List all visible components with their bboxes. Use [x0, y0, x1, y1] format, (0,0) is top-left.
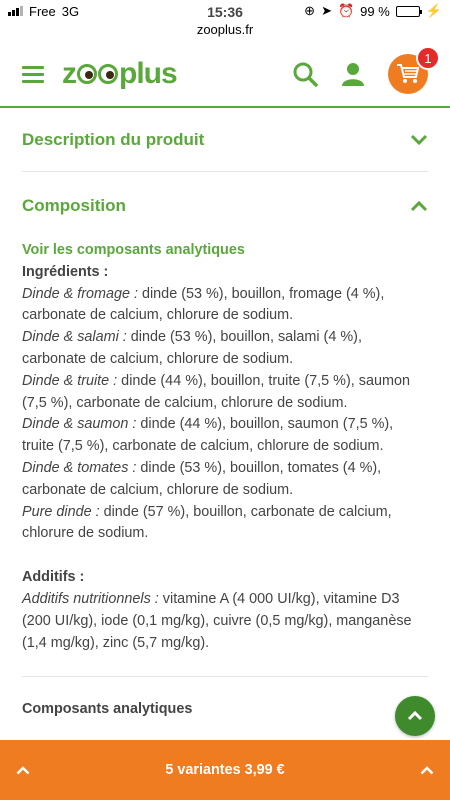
- ingredient-item: [22, 502, 428, 546]
- ingredient-name: Dinde & tomates :: [22, 459, 137, 476]
- battery-percent: 99 %: [360, 3, 390, 19]
- ingredient-text: dinde (53 %), bouillon, fromage (4 %), carbonate de calcium, chlorure de sodium.: [22, 285, 385, 324]
- chevron-up-icon[interactable]: [420, 766, 434, 775]
- cart-button[interactable]: [388, 50, 432, 94]
- composition-title: Composition: [22, 196, 126, 215]
- additives-heading: Additifs :: [22, 569, 85, 586]
- additives-text-block: [22, 589, 428, 654]
- chevron-up-icon[interactable]: [16, 766, 30, 775]
- browser-url[interactable]: zooplus.fr: [196, 22, 254, 37]
- ingredient-text: dinde (53 %), bouillon, tomates (4 %), carbonate de calcium, chlorure de sodium.: [22, 459, 382, 498]
- chevron-up-icon: [410, 200, 428, 212]
- user-icon[interactable]: [340, 61, 366, 87]
- ingredient-item: [22, 371, 428, 415]
- variants-bar[interactable]: [0, 740, 450, 800]
- lock-rotation-icon: ⊕: [304, 3, 316, 18]
- ingredient-name: Dinde & truite :: [22, 372, 118, 389]
- composition-content: [22, 240, 428, 677]
- variants-label: 5 variantes 3,99 €: [165, 762, 285, 778]
- network-type: 3G: [61, 3, 80, 19]
- ingredient-item: [22, 327, 428, 371]
- analytics-accordion[interactable]: [22, 677, 428, 741]
- scroll-top-button[interactable]: [395, 696, 435, 736]
- site-header: [0, 42, 450, 108]
- ingredient-name: Dinde & salami :: [22, 329, 127, 346]
- ingredient-text: dinde (44 %), bouillon, saumon (7,5 %), truite (7,5 %), carbonate de calcium, chlorure de sodium.: [22, 416, 394, 455]
- ingredient-name: Dinde & saumon :: [22, 416, 137, 433]
- carrier: Free: [29, 3, 56, 19]
- ingredient-text: dinde (44 %), bouillon, truite (7,5 %), saumon (7,5 %), carbonate de calcium, chlorure de sodium.: [22, 372, 410, 411]
- battery-icon: [396, 6, 420, 17]
- analytics-link[interactable]: Voir les composants analytiques: [22, 242, 245, 258]
- location-icon: ➤: [321, 3, 332, 18]
- ingredient-text: dinde (57 %), bouillon, carbonate de calcium, chlorure de sodium.: [22, 503, 392, 542]
- ingredient-name: Dinde & fromage :: [22, 285, 138, 302]
- ingredients-heading: Ingrédients :: [22, 263, 109, 280]
- ingredient-list: [22, 284, 428, 546]
- chevron-up-icon: [407, 711, 423, 721]
- ingredient-name: Pure dinde :: [22, 503, 100, 520]
- ingredient-text: dinde (53 %), bouillon, salami (4 %), carbonate de calcium, chlorure de sodium.: [22, 329, 362, 367]
- description-accordion[interactable]: [22, 108, 428, 172]
- signal-icon: [8, 6, 23, 16]
- chevron-down-icon: [410, 134, 428, 146]
- cart-count-badge: 1: [416, 46, 440, 70]
- ingredient-item: [22, 284, 428, 328]
- menu-icon[interactable]: [22, 66, 44, 83]
- additives-name: Additifs nutritionnels :: [22, 590, 159, 607]
- ingredient-item: [22, 414, 428, 458]
- ingredient-item: [22, 458, 428, 502]
- clock: 15:36: [207, 4, 243, 20]
- composition-accordion[interactable]: [22, 172, 428, 240]
- zooplus-logo[interactable]: z plus: [62, 57, 177, 90]
- additives-text: vitamine A (4 000 UI/kg), vitamine D3 (200 UI/kg), iode (0,1 mg/kg), cuivre (0,5 mg/kg), manganèse (1,4 mg/kg), zinc (5,7 mg/kg).: [22, 590, 412, 651]
- search-icon[interactable]: [292, 61, 318, 87]
- alarm-icon: ⏰: [337, 3, 355, 18]
- cart-icon: [396, 63, 420, 85]
- status-bar: [0, 0, 450, 22]
- analytics-title: Composants analytiques: [22, 700, 193, 717]
- charging-icon: ⚡: [425, 3, 442, 18]
- description-title: Description du produit: [22, 129, 205, 149]
